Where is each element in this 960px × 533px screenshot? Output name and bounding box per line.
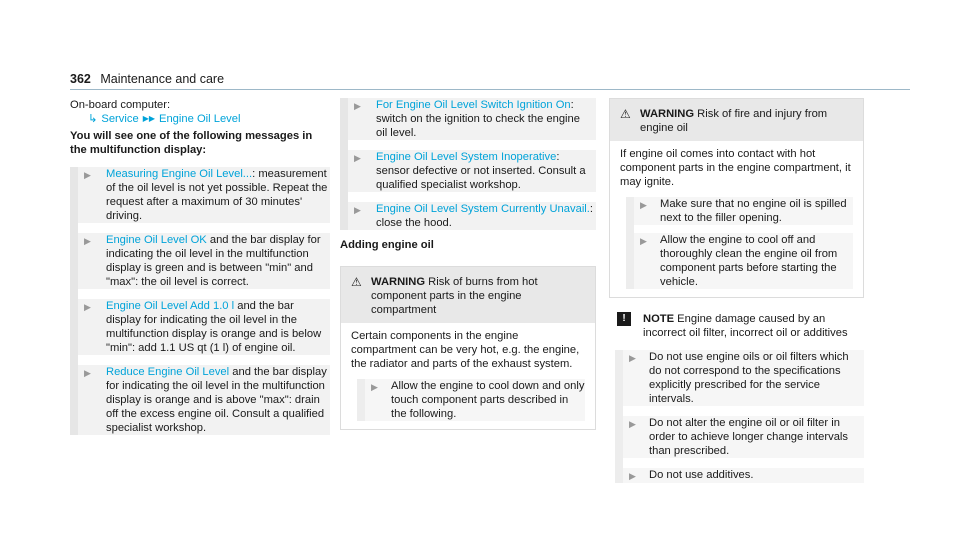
- double-chevron-icon: ▶▶: [142, 114, 155, 123]
- message-text: : close the hood.: [376, 203, 594, 229]
- adding-oil-heading: Adding engine oil: [340, 239, 434, 251]
- warning-label: WARNING: [640, 108, 695, 120]
- intro-text: On-board computer:: [70, 99, 171, 111]
- list-item: [70, 365, 330, 435]
- bullet-arrow-icon: ▶: [640, 200, 647, 210]
- message-text: : sensor defective or not inserted. Consult a qualified specialist workshop.: [376, 151, 586, 191]
- path-engine-oil-level: Engine Oil Level: [159, 113, 241, 125]
- bullet-arrow-icon: ▶: [629, 353, 636, 363]
- list-item: [340, 98, 596, 140]
- page-number: 362: [70, 72, 91, 86]
- warning-header: [610, 99, 863, 141]
- list-item: [70, 233, 330, 289]
- note-header: [609, 312, 864, 340]
- bullet-arrow-icon: ▶: [629, 419, 636, 429]
- warning-label: WARNING: [371, 276, 426, 288]
- list-item: [340, 202, 596, 230]
- warning-title: Risk of burns from hot component parts in the engine compartment: [371, 276, 538, 316]
- bullet-arrow-icon: ▶: [371, 382, 378, 392]
- bullet-arrow-icon: ▶: [84, 170, 91, 180]
- list-item: [70, 167, 330, 223]
- note-title: Engine damage caused by an incorrect oil filter, incorrect oil or additives: [643, 313, 848, 339]
- warning-triangle-icon: ⚠: [351, 275, 362, 289]
- message-label: Engine Oil Level OK: [106, 234, 207, 246]
- menu-path: [88, 112, 330, 126]
- bullet-arrow-icon: ▶: [354, 101, 361, 111]
- bullet-arrow-icon: ▶: [629, 471, 636, 481]
- note-step: ▶ Do not alter the engine oil or oil filter in order to achieve longer change intervals than prescribed.: [615, 416, 864, 458]
- warning-box: [609, 98, 864, 298]
- message-label: For Engine Oil Level Switch Ignition On: [376, 99, 571, 111]
- warning-box: [340, 266, 596, 430]
- message-text: and the bar display for indicating the oil level in the multifunction display is orange and is above "max": drain off the excess engine oil. Consult a qualified specialist workshop.: [106, 366, 327, 434]
- message-text: : measurement of the oil level is not yet possible. Repeat the request after a maximum of 30 minutes' driving.: [106, 168, 328, 222]
- message-label: Engine Oil Level Add 1.0 l: [106, 300, 235, 312]
- message-label: Engine Oil Level System Inoperative: [376, 151, 557, 163]
- bullet-arrow-icon: ▶: [84, 302, 91, 312]
- bullet-arrow-icon: ▶: [354, 205, 361, 215]
- message-label: Reduce Engine Oil Level: [106, 366, 230, 378]
- warning-body: Certain components in the engine compartment can be very hot, e.g. the engine, the radiator and parts of the exhaust system.: [351, 330, 580, 370]
- column-3: [609, 98, 864, 483]
- header-divider: [70, 89, 910, 90]
- note-step: ▶ Do not use engine oils or oil filters which do not correspond to the specifications explicitly prescribed for the service intervals.: [615, 350, 864, 406]
- list-item: [340, 150, 596, 192]
- bullet-arrow-icon: ▶: [640, 236, 647, 246]
- column-2: [340, 98, 596, 430]
- bullet-arrow-icon: ▶: [84, 236, 91, 246]
- warning-triangle-icon: ⚠: [620, 107, 631, 121]
- page-header: [70, 72, 224, 86]
- section-title: Maintenance and care: [100, 72, 225, 86]
- column-1: [70, 98, 330, 435]
- messages-heading: You will see one of the following messages in the multifunction display:: [70, 130, 313, 156]
- warning-header: [341, 267, 595, 323]
- return-arrow-icon: ↳: [88, 113, 98, 125]
- path-service: Service: [101, 113, 139, 125]
- bullet-arrow-icon: ▶: [84, 368, 91, 378]
- warning-step: ▶ Make sure that no engine oil is spilled next to the filler opening.: [626, 197, 853, 225]
- warning-body: If engine oil comes into contact with hot component parts in the engine compartment, it may ignite.: [620, 148, 851, 188]
- list-item: [70, 299, 330, 355]
- bullet-arrow-icon: ▶: [354, 153, 361, 163]
- message-text: : switch on the ignition to check the engine oil level.: [376, 99, 580, 139]
- note-label: NOTE: [643, 313, 675, 325]
- message-text: and the bar display for indicating the oil level in the multifunction display is orange and is below "min": add 1.1 US qt (1 l) of engine oil.: [106, 300, 322, 354]
- exclamation-icon: !: [617, 312, 631, 326]
- warning-step: ▶ Allow the engine to cool down and only touch component parts described in the following.: [357, 379, 585, 421]
- message-label: Engine Oil Level System Currently Unavail.: [376, 203, 590, 215]
- note-step: ▶ Do not use additives.: [615, 468, 864, 483]
- warning-title: Risk of fire and injury from engine oil: [640, 108, 828, 134]
- warning-step: ▶ Allow the engine to cool off and thoroughly clean the engine oil from component parts before starting the vehicle.: [626, 233, 853, 289]
- message-text: and the bar display for indicating the oil level in the multifunction display is green and is between "min" and "max": the oil level is correct.: [106, 234, 321, 288]
- message-label: Measuring Engine Oil Level...: [106, 168, 253, 180]
